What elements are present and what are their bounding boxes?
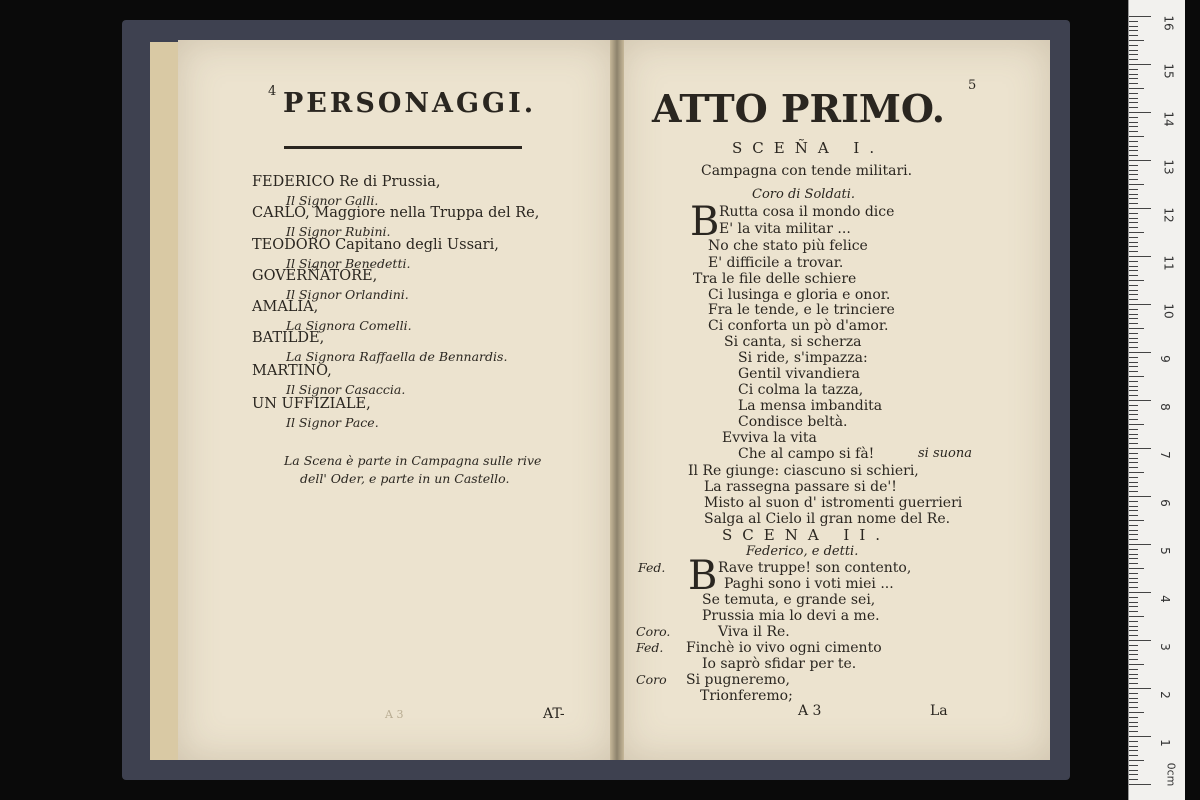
ruler-tick [1129, 640, 1151, 641]
ruler-tick [1129, 126, 1138, 127]
ruler-number: 9 [1157, 355, 1172, 363]
ruler-tick [1129, 88, 1144, 89]
ruler-tick [1129, 525, 1138, 526]
ruler-tick [1129, 606, 1138, 607]
ruler-tick [1129, 218, 1138, 219]
coro-heading: Coro di Soldati. [752, 187, 856, 202]
ruler-tick [1129, 318, 1138, 319]
ruler-tick [1129, 443, 1138, 444]
verse-line: E' difficile a trovar. [708, 255, 844, 271]
ruler-number: 14 [1161, 111, 1176, 127]
ruler-tick [1129, 21, 1138, 22]
ruler-tick [1129, 597, 1138, 598]
ruler-tick [1129, 136, 1144, 137]
ruler-tick [1129, 654, 1138, 655]
ruler-number: 4 [1157, 595, 1172, 603]
ruler-tick [1129, 203, 1138, 204]
ruler-tick [1129, 650, 1138, 651]
ruler-tick [1129, 630, 1138, 631]
ruler-tick [1129, 74, 1138, 75]
ruler-tick [1129, 678, 1138, 679]
ruler-number: 2 [1157, 691, 1172, 699]
ruler-tick [1129, 746, 1138, 747]
ruler-tick [1129, 568, 1144, 569]
ruler-tick [1129, 659, 1138, 660]
ruler-tick [1129, 563, 1138, 564]
ruler-tick [1129, 54, 1138, 55]
signature-mark: A 3 [798, 703, 822, 719]
ruler-tick [1129, 208, 1151, 209]
left-catchword: AT- [543, 706, 565, 722]
title-rule [284, 146, 522, 149]
ruler-tick [1129, 520, 1144, 521]
verse-line: La rassegna passare si de'! [704, 479, 897, 495]
ruler-tick [1129, 160, 1151, 161]
ruler-tick [1129, 578, 1138, 579]
ruler-tick [1129, 582, 1138, 583]
ruler-tick [1129, 741, 1138, 742]
ruler-unit-label: 0cm [1164, 762, 1178, 787]
ruler-tick [1129, 438, 1138, 439]
ruler-tick [1129, 486, 1138, 487]
ruler-tick [1129, 170, 1138, 171]
ruler-tick [1129, 736, 1151, 737]
ruler-tick [1129, 333, 1138, 334]
ruler-tick [1129, 242, 1138, 243]
ruler-tick [1129, 64, 1151, 65]
dialogue-line: Trionferemo; [700, 688, 793, 704]
ruler-tick [1129, 280, 1144, 281]
book-gutter [610, 40, 624, 760]
ruler-tick [1129, 506, 1138, 507]
ruler-tick [1129, 112, 1151, 113]
ruler-tick [1129, 194, 1138, 195]
scene-note-line: dell' Oder, e parte in un Castello. [300, 471, 510, 486]
dialogue-line: Si pugneremo, [686, 672, 790, 688]
speaker-label: Coro. [636, 624, 671, 639]
ruler-tick [1129, 146, 1138, 147]
ruler-tick [1129, 717, 1138, 718]
ruler-number: 5 [1157, 547, 1172, 555]
ruler-tick [1129, 621, 1138, 622]
ruler-number: 12 [1161, 207, 1176, 223]
cast-actor: Il Signor Casaccia. [286, 382, 406, 397]
ruler-tick [1129, 232, 1144, 233]
ruler-number: 6 [1157, 499, 1172, 507]
drop-capital: B [690, 199, 720, 245]
verse-line: Ci colma la tazza, [738, 382, 864, 398]
ruler-tick [1129, 774, 1138, 775]
ruler-tick [1129, 434, 1138, 435]
personaggi-title: PERSONAGGI. [283, 88, 537, 119]
ruler-tick [1129, 98, 1138, 99]
ruler-tick [1129, 141, 1138, 142]
ruler-tick [1129, 16, 1151, 17]
ruler-tick [1129, 722, 1138, 723]
ruler-tick [1129, 40, 1144, 41]
atto-primo-title: ATTO PRIMO. [652, 86, 946, 131]
ruler-tick [1129, 784, 1151, 785]
right-page-number: 5 [968, 78, 977, 93]
ruler-tick [1129, 184, 1144, 185]
cast-role: TEODORO Capitano degli Ussari, [252, 237, 499, 253]
ruler-tick [1129, 534, 1138, 535]
left-page-number: 4 [268, 84, 277, 99]
ruler-tick [1129, 342, 1138, 343]
ruler-tick [1129, 472, 1144, 473]
ruler-tick [1129, 390, 1138, 391]
ruler-tick [1129, 131, 1138, 132]
ruler-tick [1129, 304, 1151, 305]
setting-line: Campagna con tende militari. [701, 163, 913, 179]
ruler-tick [1129, 779, 1138, 780]
cast-role: UN UFFIZIALE, [252, 396, 371, 412]
ruler-tick [1129, 362, 1138, 363]
verse-line: Misto al suon d' istromenti guerrieri [704, 495, 963, 511]
speaker-label: Fed. [638, 560, 666, 575]
ruler-tick [1129, 270, 1138, 271]
ruler-tick [1129, 328, 1144, 329]
ruler-tick [1129, 616, 1144, 617]
ruler-tick [1129, 731, 1138, 732]
ruler-tick [1129, 102, 1138, 103]
ruler-tick [1129, 765, 1138, 766]
ruler-number: 1 [1157, 739, 1172, 747]
ruler-tick [1129, 285, 1138, 286]
verse-line: Tra le file delle schiere [693, 271, 857, 287]
ruler-tick [1129, 357, 1138, 358]
ruler-tick [1129, 592, 1151, 593]
ruler-tick [1129, 266, 1138, 267]
ruler-tick [1129, 155, 1138, 156]
ruler-tick [1129, 755, 1138, 756]
ruler-tick [1129, 299, 1138, 300]
ruler-tick [1129, 386, 1138, 387]
right-catchword: La [930, 703, 948, 719]
dialogue-line: Se temuta, e grande sei, [702, 592, 876, 608]
ruler-tick [1129, 117, 1138, 118]
ruler-tick [1129, 707, 1138, 708]
ruler-tick [1129, 83, 1138, 84]
ruler-tick [1129, 78, 1138, 79]
verse-line: E' la vita militar ... [719, 221, 851, 237]
ruler-tick [1129, 496, 1151, 497]
ruler-tick [1129, 347, 1138, 348]
verse-line: Si canta, si scherza [724, 334, 862, 350]
dialogue-line: Io saprò sfidar per te. [702, 656, 857, 672]
ruler-tick [1129, 50, 1138, 51]
cast-role: FEDERICO Re di Prussia, [252, 174, 441, 190]
cast-role: GOVERÑATORE, [252, 268, 378, 284]
ruler-tick [1129, 573, 1138, 574]
ruler-tick [1129, 93, 1138, 94]
verse-line: Il Re giunge: ciascuno si schieri, [688, 463, 919, 479]
ruler-tick [1129, 726, 1138, 727]
speaker-label: Fed. [636, 640, 664, 655]
ruler-tick [1129, 510, 1138, 511]
ruler-tick [1129, 424, 1144, 425]
ruler-tick [1129, 712, 1144, 713]
scene-note-line: La Scena è parte in Campagna sulle rive [284, 453, 542, 468]
cast-role: AMALIA, [252, 299, 319, 315]
verse-line: La mensa imbandita [738, 398, 883, 414]
dialogue-line: Paghi sono i voti miei ... [724, 576, 894, 592]
verse-line: Ci conforta un pò d'amor. [708, 318, 889, 334]
ruler-tick [1129, 515, 1138, 516]
cast-role: BATILDE, [252, 330, 325, 346]
ruler-tick [1129, 246, 1138, 247]
ruler-tick [1129, 419, 1138, 420]
scena-2-heading: SCENA II. [722, 526, 891, 544]
ruler-tick [1129, 179, 1138, 180]
ruler-number: 3 [1157, 643, 1172, 651]
cast-actor: Il Signor Benedetti. [286, 256, 411, 271]
ruler-number: 8 [1157, 403, 1172, 411]
verse-line: Condisce beltà. [738, 414, 848, 430]
ruler-tick [1129, 227, 1138, 228]
ruler-tick [1129, 664, 1144, 665]
ruler-tick [1129, 453, 1138, 454]
drop-capital: B [688, 553, 718, 599]
ruler-tick [1129, 256, 1151, 257]
ruler-tick [1129, 338, 1138, 339]
verse-line: Che al campo si fà! [738, 446, 875, 462]
ruler-tick [1129, 635, 1138, 636]
ruler-tick [1129, 602, 1138, 603]
ruler-tick [1129, 290, 1138, 291]
ruler-tick [1129, 698, 1138, 699]
ruler-tick [1129, 770, 1138, 771]
ruler-tick [1129, 309, 1138, 310]
ruler-tick [1129, 688, 1151, 689]
ruler-tick [1129, 410, 1138, 411]
cast-actor: La Signora Comelli. [286, 318, 412, 333]
ruler-tick [1129, 275, 1138, 276]
ruler-tick [1129, 376, 1144, 377]
ruler-tick [1129, 323, 1138, 324]
verse-line: Rutta cosa il mondo dice [719, 204, 895, 220]
ruler-number: 13 [1161, 159, 1176, 175]
verse-line: Evviva la vita [722, 430, 817, 446]
ruler-tick [1129, 198, 1138, 199]
ruler-tick [1129, 261, 1138, 262]
measurement-ruler [1128, 0, 1185, 800]
ruler-tick [1129, 544, 1151, 545]
ruler-tick [1129, 669, 1138, 670]
verse-line: Fra le tende, e le trinciere [708, 302, 895, 318]
dialogue-line: Finchè io vivo ogni cimento [686, 640, 882, 656]
dialogue-line: Viva il Re. [718, 624, 790, 640]
ruler-tick [1129, 395, 1138, 396]
ruler-tick [1129, 482, 1138, 483]
speaker-label: Coro [636, 672, 667, 687]
ruler-number: 15 [1161, 63, 1176, 79]
verse-line: Salga al Cielo il gran nome del Re. [704, 511, 951, 527]
scena-2-subtitle: Federico, e detti. [746, 544, 859, 559]
cast-role: MARTINO, [252, 363, 332, 379]
cast-actor: Il Signor Orlandini. [286, 287, 409, 302]
ruler-tick [1129, 645, 1138, 646]
ruler-tick [1129, 539, 1138, 540]
ruler-tick [1129, 381, 1138, 382]
stage-direction: si suona [918, 446, 972, 461]
scena-1-heading: SCEÑA I. [732, 139, 885, 157]
cast-actor: Il Signor Rubini. [286, 224, 391, 239]
ruler-tick [1129, 45, 1138, 46]
ruler-tick [1129, 122, 1138, 123]
ruler-tick [1129, 189, 1138, 190]
ruler-tick [1129, 165, 1138, 166]
cast-role: CARLO, Maggiore nella Truppa del Re, [252, 205, 540, 221]
ruler-tick [1129, 107, 1138, 108]
ruler-tick [1129, 587, 1138, 588]
ruler-tick [1129, 414, 1138, 415]
ruler-tick [1129, 174, 1138, 175]
ruler-tick [1129, 683, 1138, 684]
verse-line: Gentil vivandiera [738, 366, 860, 382]
ruler-tick [1129, 400, 1151, 401]
cast-actor: Il Signor Galli. [286, 193, 379, 208]
ruler-tick [1129, 611, 1138, 612]
ruler-tick [1129, 59, 1138, 60]
dialogue-line: Prussia mia lo devi a me. [702, 608, 880, 624]
ruler-tick [1129, 491, 1138, 492]
ruler-tick [1129, 626, 1138, 627]
ruler-tick [1129, 69, 1138, 70]
cast-actor: La Signora Raffaella de Bennardis. [286, 349, 508, 364]
ruler-tick [1129, 750, 1138, 751]
ruler-tick [1129, 35, 1138, 36]
ruler-tick [1129, 222, 1138, 223]
ruler-tick [1129, 314, 1138, 315]
ruler-number: 16 [1161, 15, 1176, 31]
ruler-tick [1129, 530, 1138, 531]
verse-line: Si ride, s'impazza: [738, 350, 868, 366]
ruler-tick [1129, 448, 1151, 449]
ruler-tick [1129, 477, 1138, 478]
ruler-tick [1129, 429, 1138, 430]
cast-actor: Il Signor Pace. [286, 415, 379, 430]
ruler-tick [1129, 352, 1151, 353]
ruler-number: 11 [1161, 255, 1176, 271]
dialogue-line: Rave truppe! son contento, [718, 560, 912, 576]
verse-line: No che stato più felice [708, 238, 868, 254]
ruler-tick [1129, 549, 1138, 550]
ruler-tick [1129, 26, 1138, 27]
faint-signature-mark: A 3 [385, 708, 404, 721]
ruler-tick [1129, 693, 1138, 694]
ruler-tick [1129, 366, 1138, 367]
ruler-tick [1129, 405, 1138, 406]
ruler-tick [1129, 213, 1138, 214]
ruler-number: 7 [1157, 451, 1172, 459]
ruler-tick [1129, 702, 1138, 703]
ruler-tick [1129, 294, 1138, 295]
ruler-tick [1129, 558, 1138, 559]
ruler-tick [1129, 462, 1138, 463]
ruler-tick [1129, 554, 1138, 555]
ruler-tick [1129, 760, 1144, 761]
ruler-tick [1129, 674, 1138, 675]
ruler-tick [1129, 30, 1138, 31]
verse-line: Ci lusinga e gloria e onor. [708, 287, 891, 303]
ruler-tick [1129, 501, 1138, 502]
ruler-tick [1129, 467, 1138, 468]
ruler-tick [1129, 237, 1138, 238]
ruler-tick [1129, 458, 1138, 459]
ruler-tick [1129, 371, 1138, 372]
ruler-tick [1129, 150, 1138, 151]
ruler-tick [1129, 251, 1138, 252]
ruler-number: 10 [1161, 303, 1176, 319]
